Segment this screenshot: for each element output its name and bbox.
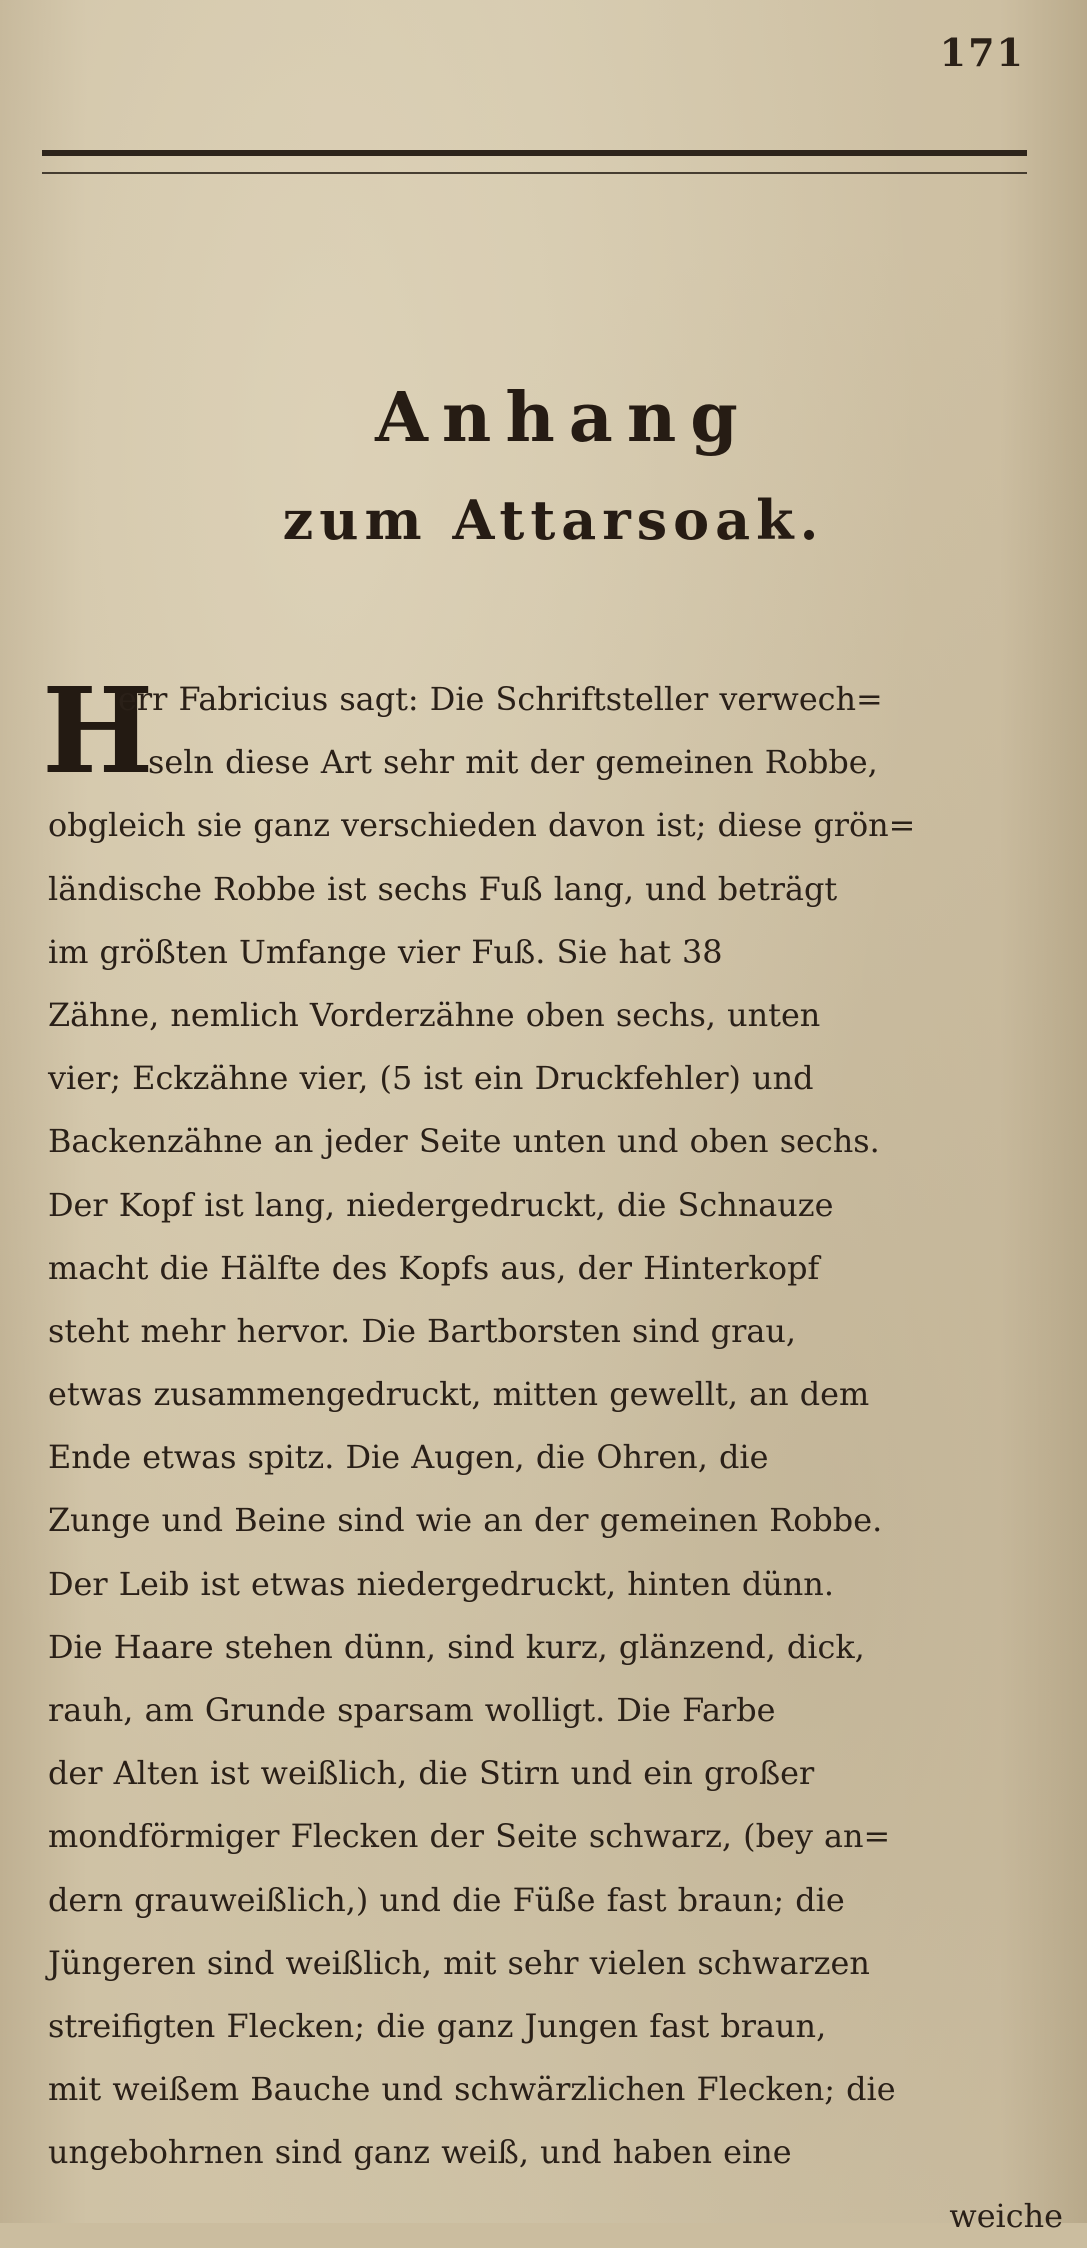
- text-line: der Alten ist weißlich, die Stirn und ein großer: [48, 1754, 815, 1793]
- text-line: Die Haare stehen dünn, sind kurz, glänzend, dick,: [48, 1627, 865, 1666]
- text-line: Jüngeren sind weißlich, mit sehr vielen schwarzen: [48, 1943, 870, 1982]
- text-line: Ende etwas spitz. Die Augen, die Ohren, die: [48, 1438, 769, 1477]
- page-number: 171: [939, 30, 1025, 75]
- text-line: streifigten Flecken; die ganz Jungen fast braun,: [48, 2006, 827, 2045]
- section-subtitle: zum Attarsoak.: [282, 488, 825, 552]
- text-line: dern grauweißlich,) und die Füße fast braun; die: [48, 1880, 845, 1919]
- text-line: obgleich sie ganz verschieden davon ist; diese grön=: [48, 806, 916, 845]
- text-line: mondförmiger Flecken der Seite schwarz, (bey an=: [48, 1817, 891, 1856]
- body-text: [48, 668, 1083, 2248]
- catchword: weiche: [949, 2196, 1063, 2235]
- text-line: Zähne, nemlich Vorderzähne oben sechs, unten: [48, 995, 821, 1034]
- text-line: rauh, am Grunde sparsam wolligt. Die Farbe: [48, 1691, 776, 1729]
- text-line: Der Kopf ist lang, niedergedruckt, die Schnauze: [48, 1185, 834, 1224]
- text-line: Der Leib ist etwas niedergedruckt, hinten dünn.: [48, 1564, 834, 1603]
- section-title: Anhang: [375, 378, 752, 458]
- text-line: ungebohrnen sind ganz weiß, und haben eine: [48, 2133, 792, 2172]
- text-line: mit weißem Bauche und schwärzlichen Flecken; die: [48, 2070, 896, 2109]
- text-line: steht mehr hervor. Die Bartborsten sind grau,: [48, 1311, 796, 1350]
- text-line: err Fabricius sagt: Die Schriftsteller verwech=: [118, 680, 883, 718]
- text-line: vier; Eckzähne vier, (5 ist ein Druckfehler) und: [48, 1059, 814, 1098]
- text-line: Backenzähne an jeder Seite unten und oben sechs.: [48, 1122, 880, 1161]
- text-line: ländische Robbe ist sechs Fuß lang, und beträgt: [48, 869, 838, 908]
- text-line: seln diese Art sehr mit der gemeinen Robbe,: [148, 743, 878, 782]
- text-line: macht die Hälfte des Kopfs aus, der Hinterkopf: [48, 1248, 820, 1287]
- header-rule-thin: [42, 172, 1027, 174]
- drop-cap: H: [42, 661, 154, 800]
- header-rule-thick: [42, 150, 1027, 156]
- text-line: Zunge und Beine sind wie an der gemeinen Robbe.: [48, 1501, 883, 1540]
- text-line: etwas zusammengedruckt, mitten gewellt, an dem: [48, 1375, 870, 1414]
- text-line: im größten Umfange vier Fuß. Sie hat 38: [48, 932, 723, 971]
